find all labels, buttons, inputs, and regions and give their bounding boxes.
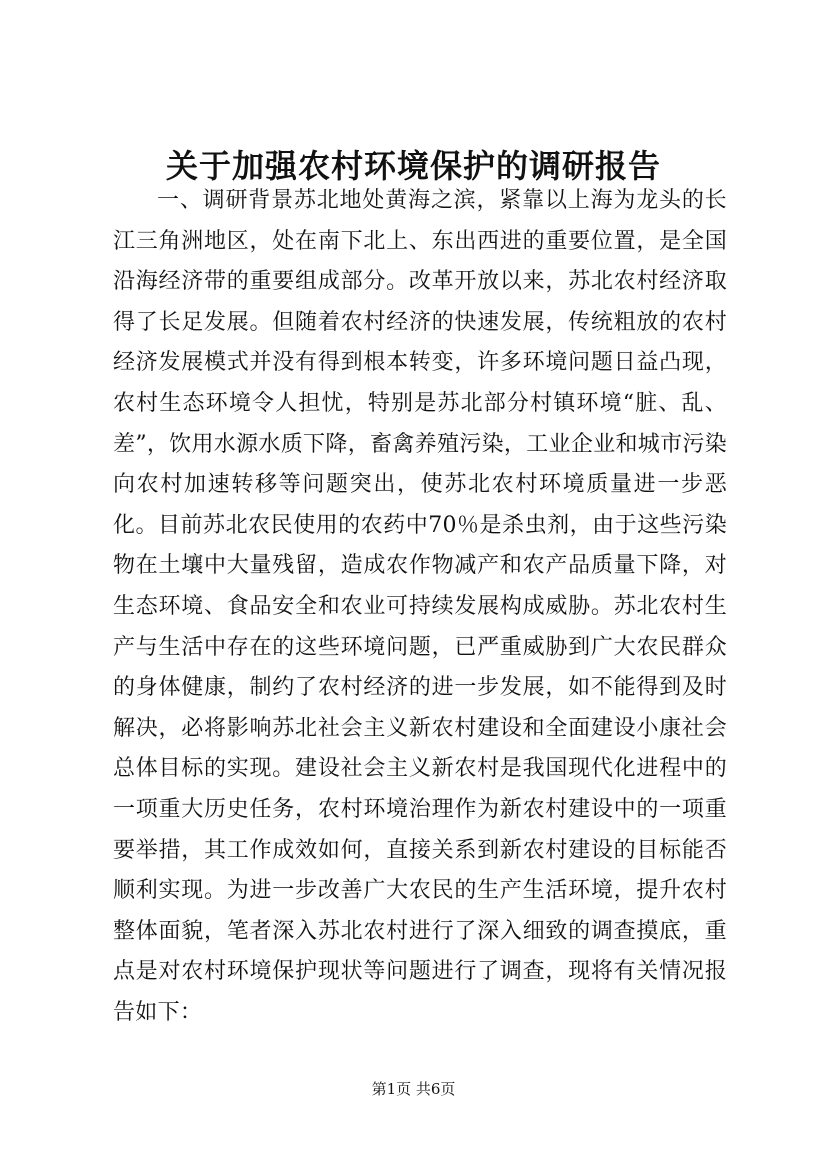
body-paragraph: 一、调研背景苏北地处黄海之滨，紧靠以上海为龙头的长江三角洲地区，处在南下北上、东出西进的重要位置，是全国沿海经济带的重要组成部分。改革开放以来，苏北农村经济取得了长足发展。但随着农村经济的快速发展，传统粗放的农村经济发展模式并没有得到根本转变，许多环境问题日益凸现，农村生态环境令人担忧，特别是苏北部分村镇环境“脏、乱、差”，饮用水源水质下降，畜禽养殖污染，工业企业和城市污染向农村加速转移等问题突出，使苏北农村环境质量进一步恶化。目前苏北农民使用的农药中70％是杀虫剂，由于这些污染物在土壤中大量残留，造成农作物减产和农产品质量下降，对生态环境、食品安全和农业可持续发展构成威胁。苏北农村生产与生活中存在的这些环境问题，已严重威胁到广大农民群众的身体健康，制约了农村经济的进一步发展，如不能得到及时解决，必将影响苏北社会主义新农村建设和全面建设小康社会总体目标的实现。建设社会主义新农村是我国现代化进程中的一项重大历史任务，农村环境治理作为新农村建设中的一项重要举措，其工作成效如何，直接关系到新农村建设的目标能否顺利实现。为进一步改善广大农民的生产生活环境，提升农村整体面貌，笔者深入苏北农村进行了深入细致的调查摸底，重点是对农村环境保护现状等问题进行了调查，现将有关情况报告如下： [113, 188, 727, 1025]
page-number-footer: 第1页 共6页 [371, 1080, 456, 1098]
document-title: 关于加强农村环境保护的调研报告 [165, 147, 661, 185]
